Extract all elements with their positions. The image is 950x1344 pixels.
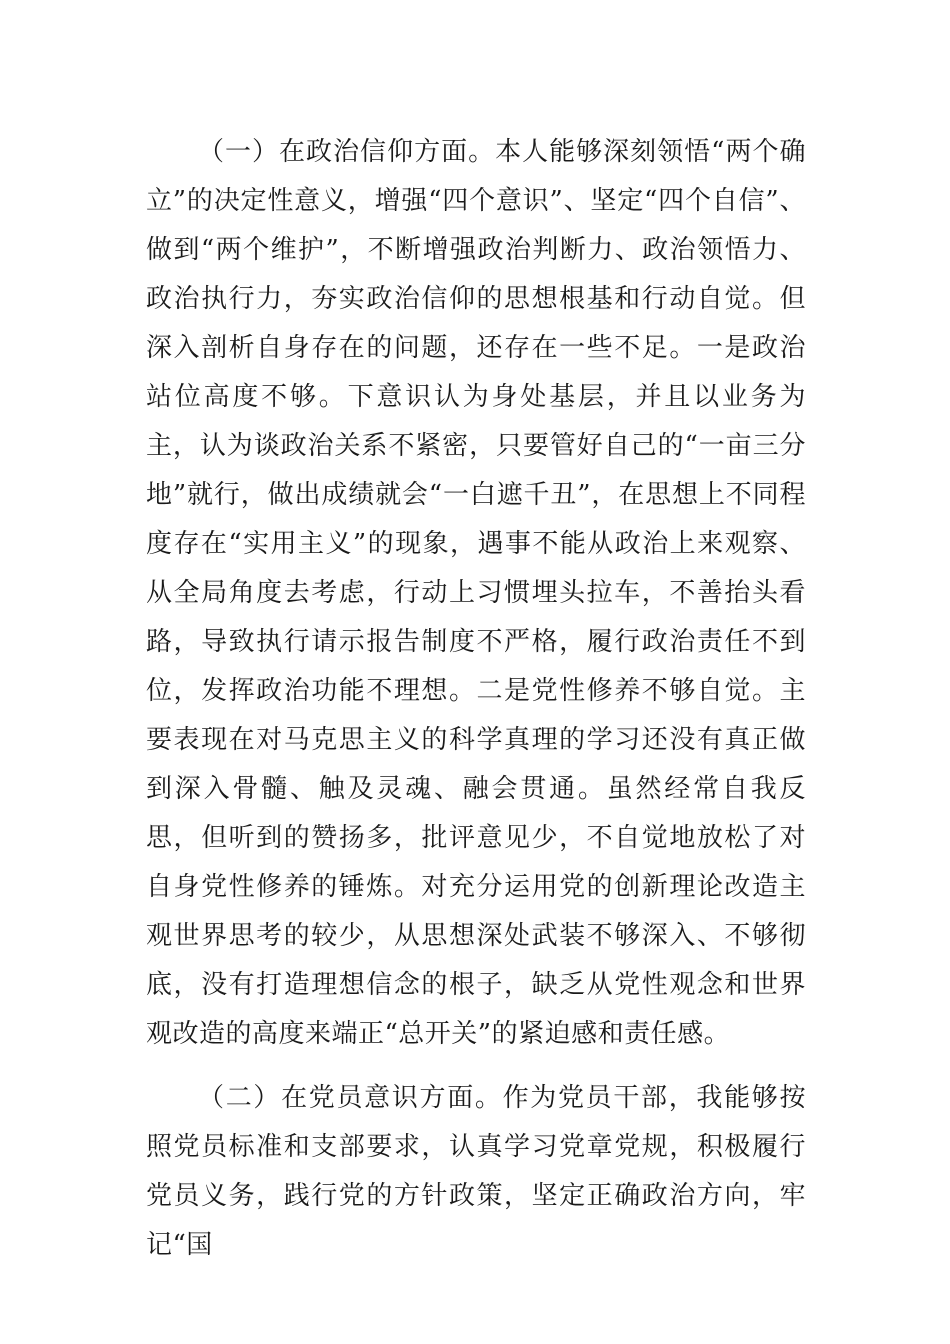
paragraph-political-belief: （一）在政治信仰方面。本人能够深刻领悟“两个确立”的决定性意义，增强“四个意识”、坚定“四个自信”、做到“两个维护”，不断增强政治判断力、政治领悟力、政治执行力，夯实政治信仰的思想根基和行动自觉。但深入剖析自身存在的问题，还存在一些不足。一是政治站位高度不够。下意识认为身处基层，并且以业务为主，认为谈政治关系不紧密，只要管好自己的“一亩三分地”就行，做出成绩就会“一白遮千丑”，在思想上不同程度存在“实用主义”的现象，遇事不能从政治上来观察、从全局角度去考虑，行动上习惯埋头拉车，不善抬头看路，导致执行请示报告制度不严格，履行政治责任不到位，发挥政治功能不理想。二是党性修养不够自觉。主要表现在对马克思主义的科学真理的学习还没有真正做到深入骨髓、触及灵魂、融会贯通。虽然经常自我反思，但听到的赞扬多，批评意见少，不自觉地放松了对自身党性修养的锤炼。对充分运用党的创新理论改造主观世界思考的较少，从思想深处武装不够深入、不够彻底，没有打造理想信念的根子，缺乏从党性观念和世界观改造的高度来端正“总开关”的紧迫感和责任感。 [146,137,806,1049]
paragraph-party-member-awareness: （二）在党员意识方面。作为党员干部，我能够按照党员标准和支部要求，认真学习党章党规，积极履行党员义务，践行党的方针政策，坚定正确政治方向，牢记“国 [146,1083,806,1260]
